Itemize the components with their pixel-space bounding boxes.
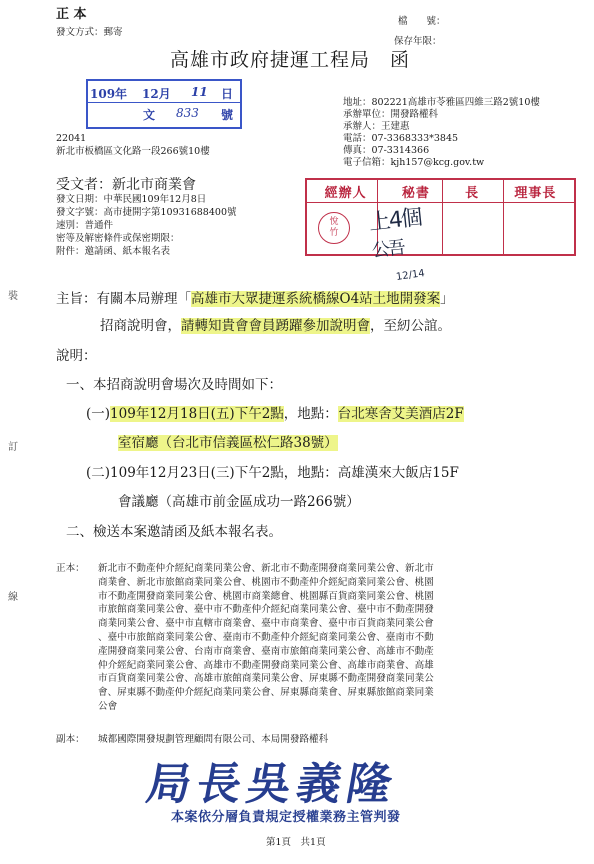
margin-mark-line: 線: [8, 592, 18, 603]
recipient-address: 新北市板橋區文化路一段266號10樓: [56, 146, 210, 157]
original-recipients-label: 正本：: [56, 563, 85, 574]
document-title: 高雄市政府捷運工程局 函: [170, 49, 411, 71]
sender-address: 地址：802221高雄市苓雅區四維三路2號10樓: [343, 97, 540, 108]
original-line: 、臺中市旅館商業同業公會、臺南市不動產仲介經紀商業同業公會、臺南市不動: [98, 631, 434, 643]
attachment: 附件：邀請函、紙本報名表: [56, 246, 171, 257]
sender-unit: 承辦單位：開發路權科: [343, 109, 439, 120]
copy-recipients-label: 副本：: [56, 734, 85, 745]
session-1-line-2: [118, 431, 338, 451]
session-1-index: (一): [86, 406, 111, 422]
session-1-line-1: [86, 402, 464, 422]
explanation-item-2: 二、檢送本案邀請函及紙本報名表。: [66, 524, 282, 540]
original-line: 市百貨商業同業公會、高雄市旅館商業同業公會、屏東縣不動產開發商業同業公: [98, 673, 434, 685]
original-line: 公會: [98, 700, 118, 712]
subject-project-name: 高雄市大眾捷運系統橋線O4站土地開發案: [191, 291, 441, 307]
original-line: 商業會、新北市旅館商業同業公會、桃園市不動產仲介經紀商業同業公會、桃園: [98, 576, 434, 588]
secrecy-level: 密等及解密條件或保密期限：: [56, 233, 180, 244]
original-line: 市不動產開發商業同業公會、桃園市商業總會、桃園縣百貨商業同業公會、桃園: [98, 590, 434, 602]
page-number: 第1頁 共1頁: [266, 837, 326, 848]
subject-text-a: 有關本局辦理「: [96, 291, 191, 307]
subject-text-d: ，至紉公誼。: [370, 318, 451, 334]
subject-text-c: 招商說明會，: [100, 318, 181, 334]
received-stamp: [86, 79, 242, 129]
session-1-room: 室宿廳（台北市信義區松仁路38號）: [118, 435, 338, 451]
director-signature: 局長吳義隆: [142, 759, 402, 810]
original-line: 新北市不動產仲介經紀商業同業公會、新北市不動產開發商業同業公會、新北市: [98, 563, 434, 574]
speed-class: 速別：普通件: [56, 220, 114, 231]
sender-email: 電子信箱：kjh157@kcg.gov.tw: [343, 157, 485, 168]
review-signature: 上4個 公吾: [367, 205, 423, 262]
copy-recipients: 城都國際開發規劃管理顧問有限公司、本局開發路權科: [98, 734, 329, 745]
retention-label: 保存年限：: [394, 36, 442, 47]
stamp-header-chairman: 理事長: [514, 185, 557, 201]
session-2-line-1: (二)109年12月23日(三)下午2點，地點：高雄漢來大飯店15F: [86, 465, 459, 481]
handler-seal: 悅竹: [318, 212, 350, 244]
stamp-day-suffix: 日: [221, 87, 234, 101]
stamp-month: 12月: [142, 87, 171, 101]
sender-fax: 傳真：07-3314366: [343, 145, 430, 156]
send-method: 發文方式：郵寄: [56, 27, 123, 38]
sender-person: 承辦人：王建惠: [343, 121, 410, 132]
margin-mark-bind: 裝: [8, 291, 18, 302]
original-line: 市旅館商業同業公會、臺中市不動產仲介經紀商業同業公會、臺中市不動產開發: [98, 604, 434, 616]
original-line: 仲介經紀商業同業公會、高雄市不動產開發商業同業公會、高雄市商業會、高雄: [98, 659, 434, 671]
stamp-header-secretary: 秘書: [401, 185, 430, 201]
file-number-label: 檔 號：: [398, 16, 446, 27]
margin-mark-stitch: 訂: [8, 442, 18, 453]
subject-line-2: [100, 314, 451, 334]
original-recipients-list: [98, 562, 550, 714]
explanation-label: 說明：: [56, 348, 97, 364]
session-1-time: 109年12月18日(五)下午2點: [110, 406, 284, 422]
copy-type: 正 本: [56, 7, 87, 22]
session-2-line-2: 會議廳（高雄市前金區成功一路266號）: [118, 494, 360, 510]
stamp-doc-number: 833: [176, 106, 199, 120]
stamp-day: 11: [191, 85, 208, 99]
authority-note: 本案依分層負責規定授權業務主管判發: [171, 810, 401, 825]
issue-date: 發文日期：中華民國109年12月8日: [56, 194, 207, 205]
stamp-header-handler: 經辦人: [324, 185, 367, 201]
stamp-header-chief: 長: [465, 185, 480, 201]
explanation-item-1: 一、本招商說明會場次及時間如下：: [66, 377, 282, 393]
recipient: 受文者：新北市商業會: [56, 177, 196, 193]
original-line: 產開發商業同業公會、台南市商業會、臺南市旅館商業同業公會、高雄市不動產: [98, 645, 434, 657]
review-date-note: 12/14: [395, 268, 426, 283]
session-1-location-label: ，地點：: [283, 406, 338, 422]
recipient-postcode: 22041: [56, 133, 87, 144]
subject-label: 主旨：: [56, 291, 97, 307]
issue-number: 發文字號：高市捷開字第10931688400號: [56, 207, 237, 218]
subject-text-b: 」: [440, 291, 454, 307]
original-line: 商業同業公會、臺中市直轄市商業會、臺中市商業會、臺中市百貨商業同業公會: [98, 618, 434, 630]
original-line: 會、屏東縣不動產仲介經紀商業同業公會、屏東縣商業會、屏東縣旅館商業同業: [98, 687, 434, 699]
session-1-venue: 台北寒舍艾美酒店2F: [337, 406, 464, 422]
stamp-doc-label: 文: [143, 108, 156, 122]
subject-line-1: [56, 287, 454, 307]
stamp-year: 109年: [90, 87, 128, 101]
subject-request: 請轉知貴會會員踴躍參加說明會: [181, 318, 370, 334]
sender-phone: 電話：07-3368333*3845: [343, 133, 459, 144]
stamp-doc-suffix: 號: [221, 108, 234, 122]
